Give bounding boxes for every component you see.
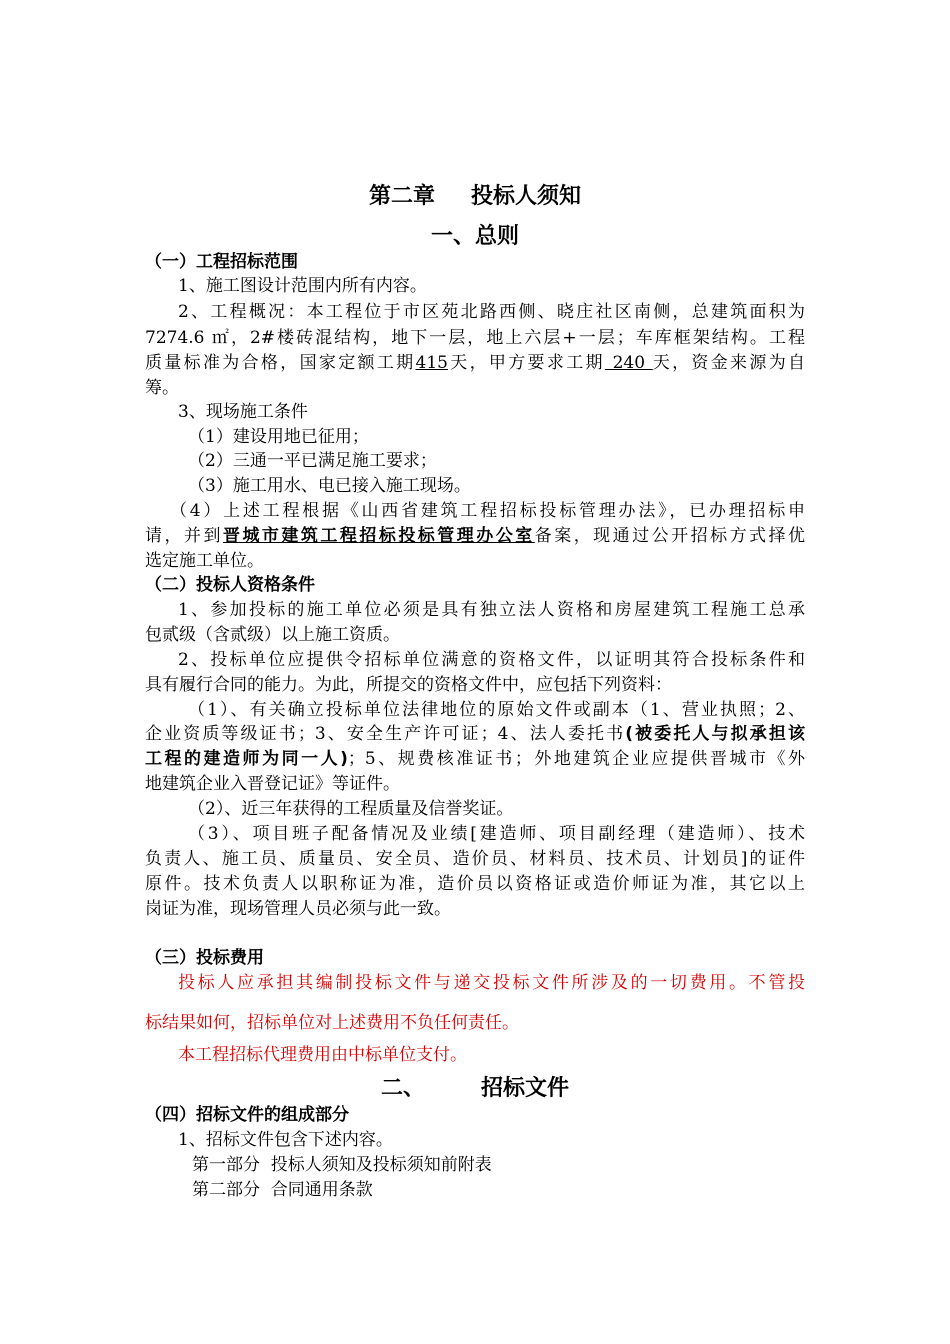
qual-p1-line2: 包贰级（含贰级）以上施工资质。 xyxy=(145,625,400,645)
national-days: 415 xyxy=(415,353,448,373)
qual-item3-line1: （3）、项目班子配备情况及业绩[建造师、项目副经理（建造师）、技术 xyxy=(188,824,805,844)
scope-p3: 3、现场施工条件 xyxy=(178,402,308,422)
text-segment: 天，资金来源为自 xyxy=(652,353,806,373)
qual-item3-line2: 负责人、施工员、质量员、安全员、造价员、材料员、技术员、计划员]的证件 xyxy=(145,849,805,869)
bold-note: (被委托人与拟承担该 xyxy=(625,724,805,744)
heading-qualification: （二）投标人资格条件 xyxy=(145,575,315,595)
text-segment: 请，并到 xyxy=(145,526,223,546)
chapter-title xyxy=(0,182,950,212)
tender-office: 晋城市建筑工程招标投标管理办公室 xyxy=(222,526,535,546)
scope-p2-line3 xyxy=(145,351,805,375)
chapter-number: 第二章 xyxy=(368,184,435,209)
text-segment: 备案，现通过公开招标方式择优 xyxy=(534,526,806,546)
scope-p2-line2: 7274.6 ㎡，2#楼砖混结构，地下一层，地上六层+一层；车库框架结构。工程 xyxy=(145,328,805,348)
qual-item1-line2 xyxy=(145,722,805,746)
condition-3: （3）施工用水、电已接入施工现场。 xyxy=(188,476,471,496)
qual-item1-line3 xyxy=(145,747,805,771)
condition-2: （2）三通一平已满足施工要求； xyxy=(188,451,437,471)
bold-note: 工程的建造师为同一人) xyxy=(145,749,348,769)
section-title-documents xyxy=(0,1074,950,1104)
condition-1: （1）建设用地已征用； xyxy=(188,427,369,447)
text-segment: 质量标准为合格，国家定额工期 xyxy=(145,353,416,373)
section-title-general: 一、总则 xyxy=(430,224,519,249)
qual-p1-line1: 1、参加投标的施工单位必须是具有独立法人资格和房屋建筑工程施工总承 xyxy=(178,600,805,620)
qual-p2-line2: 具有履行合同的能力。为此，所提交的资格文件中，应包括下列资料： xyxy=(145,675,672,695)
scope-p2-line4: 筹。 xyxy=(145,378,179,398)
doc-parts-p1: 1、招标文件包含下述内容。 xyxy=(178,1130,393,1150)
cost-p1-line2: 标结果如何，招标单位对上述费用不负任何责任。 xyxy=(145,1013,519,1033)
qual-item3-line4: 岗证为准，现场管理人员必须与此一致。 xyxy=(145,899,451,919)
section-number: 二、 xyxy=(380,1076,425,1101)
scope-p1: 1、施工图设计范围内所有内容。 xyxy=(178,276,427,296)
text-segment: ；5、规费核准证书；外地建筑企业应提供晋城市《外 xyxy=(347,749,805,769)
required-days: 240 xyxy=(604,353,653,373)
condition-4-line1: （4）上述工程根据《山西省建筑工程招标投标管理办法》，已办理招标申 xyxy=(170,501,805,521)
heading-scope: （一）工程招标范围 xyxy=(145,252,298,272)
section-name: 招标文件 xyxy=(481,1076,570,1101)
heading-doc-parts: （四）招标文件的组成部分 xyxy=(145,1105,349,1125)
qual-item2: （2）、近三年获得的工程质量及信誉奖证。 xyxy=(188,799,514,819)
qual-item3-line3: 原件。技术负责人以职称证为准，造价员以资格证或造价师证为准，其它以上 xyxy=(145,874,805,894)
cost-p2: 本工程招标代理费用由中标单位支付。 xyxy=(178,1045,467,1065)
text-segment: 企业资质等级证书；3、安全生产许可证；4、法人委托书 xyxy=(145,724,626,744)
condition-4-line2 xyxy=(145,524,805,548)
scope-p2-line1: 2、工程概况：本工程位于市区苑北路西侧、晓庄社区南侧，总建筑面积为 xyxy=(178,302,805,322)
doc-part-1: 第一部分 投标人须知及投标须知前附表 xyxy=(192,1155,492,1175)
qual-item1-line4: 地建筑企业入晋登记证》等证件。 xyxy=(145,774,400,794)
doc-part-2: 第二部分 合同通用条款 xyxy=(192,1180,373,1200)
chapter-name: 投标人须知 xyxy=(471,184,582,209)
qual-item1-line1: （1）、有关确立投标单位法律地位的原始文件或副本（1、营业执照；2、 xyxy=(188,700,805,720)
qual-p2-line1: 2、投标单位应提供令招标单位满意的资格文件，以证明其符合投标条件和 xyxy=(178,650,805,670)
cost-p1-line1: 投标人应承担其编制投标文件与递交投标文件所涉及的一切费用。不管投 xyxy=(178,973,805,993)
text-segment: 天，甲方要求工期 xyxy=(447,353,605,373)
condition-4-line3: 选定施工单位。 xyxy=(145,551,264,571)
heading-cost: （三）投标费用 xyxy=(145,948,264,968)
